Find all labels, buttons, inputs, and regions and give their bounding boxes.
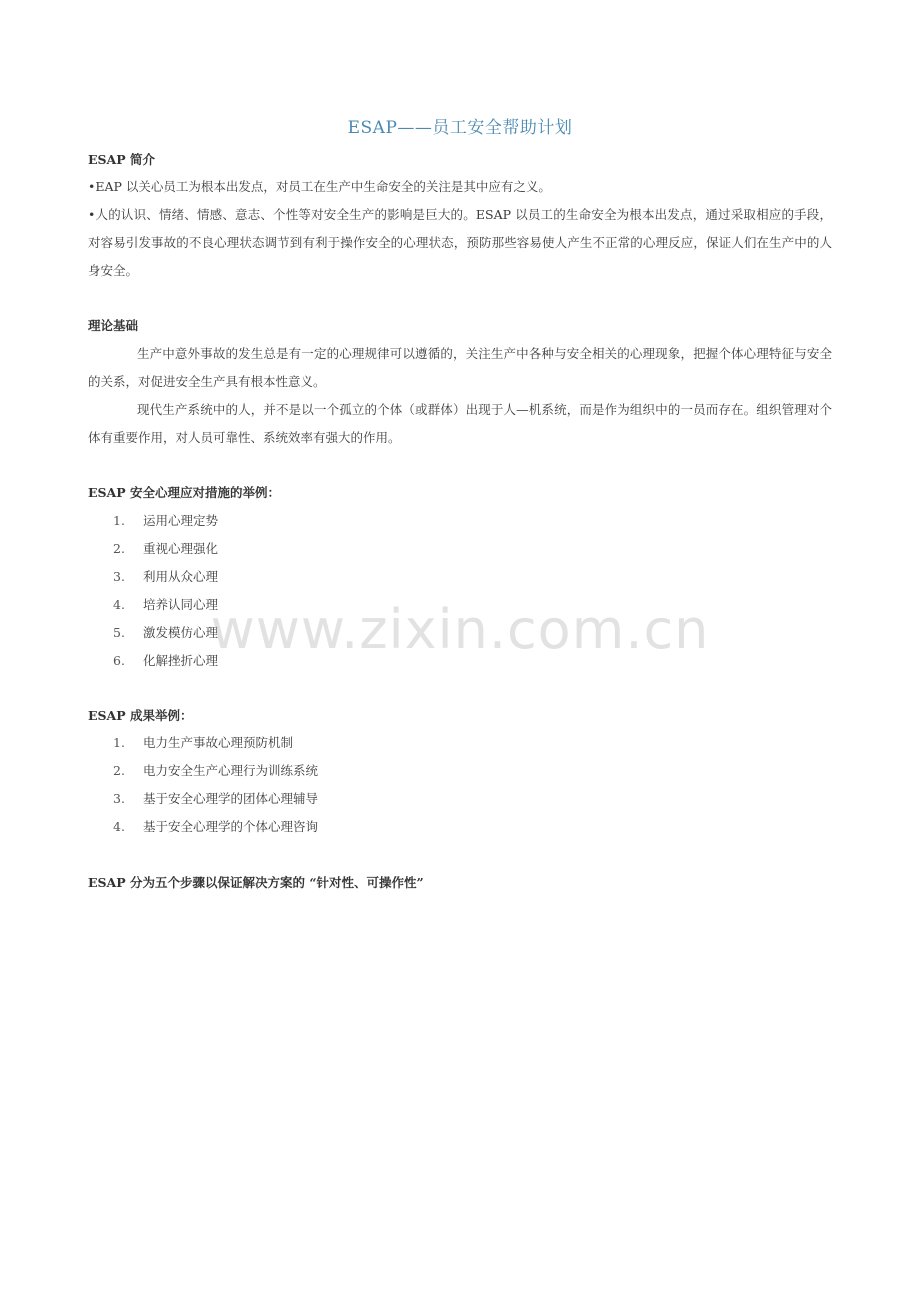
steps-heading: ESAP 分为五个步骤以保证解决方案的 “针对性、可操作性” [88,875,424,890]
theory-paragraph-2: 现代生产系统中的人，并不是以一个孤立的个体（或群体）出现于人—机系统，而是作为组织中的一员而存在。组织管理对个体有重要作用，对人员可靠性、系统效率有强大的作用。 [88,402,832,445]
list-item-text: 激发模仿心理 [143,625,219,640]
list-item-number: 2. [113,763,125,778]
list-item [113,563,218,591]
list-item-number: 4. [113,597,125,612]
list-item [113,757,318,785]
list-item-text: 电力生产事故心理预防机制 [143,735,294,750]
watermark-text: www.zixin.com.cn [210,598,710,661]
list-item [113,729,318,757]
list-item-number: 3. [113,569,125,584]
measures-list [113,507,218,675]
theory-heading: 理论基础 [88,318,139,333]
list-item [113,619,218,647]
list-item-number: 4. [113,819,125,834]
list-item-number: 6. [113,653,125,668]
list-item-text: 利用从众心理 [143,569,219,584]
list-item-text: 电力安全生产心理行为训练系统 [143,763,319,778]
list-item [113,507,218,535]
intro-bullet-2: •人的认识、情绪、情感、意志、个性等对安全生产的影响是巨大的。ESAP 以员工的生命安全为根本出发点，通过采取相应的手段，对容易引发事故的不良心理状态调节到有利于操作安全的心理状态，预防那些容易使人产生不正常的心理反应，保证人们在生产中的人身安全。 [88,207,832,278]
list-item-number: 1. [113,513,125,528]
list-item [113,647,218,675]
list-item-text: 运用心理定势 [143,513,219,528]
list-item-number: 5. [113,625,125,640]
list-item-text: 基于安全心理学的个体心理咨询 [143,819,319,834]
list-item-text: 重视心理强化 [143,541,219,556]
document-title: ESAP——员工安全帮助计划 [347,118,573,138]
measures-heading: ESAP 安全心理应对措施的举例： [88,485,281,500]
list-item [113,535,218,563]
list-item-number: 2. [113,541,125,556]
list-item-number: 1. [113,735,125,750]
intro-heading: ESAP 简介 [88,152,156,167]
results-heading: ESAP 成果举例： [88,708,193,723]
list-item-text: 基于安全心理学的团体心理辅导 [143,791,319,806]
list-item-text: 培养认同心理 [143,597,219,612]
list-item [113,591,218,619]
results-list [113,729,318,841]
theory-paragraph-1: 生产中意外事故的发生总是有一定的心理规律可以遵循的，关注生产中各种与安全相关的心理现象，把握个体心理特征与安全的关系，对促进安全生产具有根本性意义。 [88,346,832,389]
intro-bullet-1: •EAP 以关心员工为根本出发点，对员工在生产中生命安全的关注是其中应有之义。 [88,179,551,194]
list-item-number: 3. [113,791,125,806]
list-item-text: 化解挫折心理 [143,653,219,668]
list-item [113,785,318,813]
list-item [113,813,318,841]
